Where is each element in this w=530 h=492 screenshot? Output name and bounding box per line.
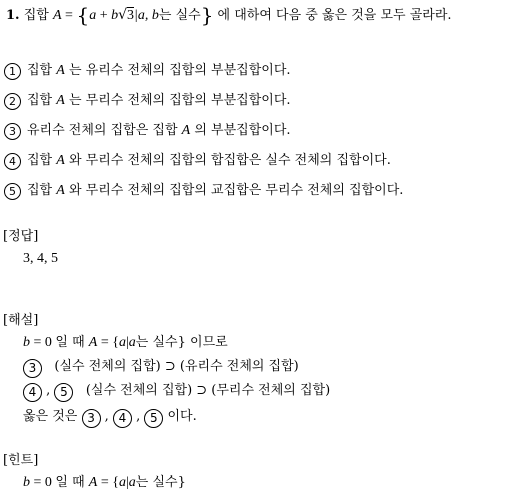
- option-5-var: A: [56, 183, 65, 198]
- expl-circle-4: 4: [23, 383, 42, 402]
- option-1-var: A: [56, 63, 65, 78]
- expl-end: 이므로: [185, 335, 228, 350]
- expl-a: a: [118, 335, 126, 350]
- option-3-pre: 유리수 전체의 집합은 집합: [27, 123, 182, 138]
- hint-cond: 는 실수}: [135, 475, 186, 490]
- option-4: [4, 152, 391, 170]
- hint-set: = {: [97, 475, 119, 490]
- explanation-line-1: [23, 334, 228, 352]
- expr-a: a: [89, 8, 97, 23]
- brace-open: {: [76, 3, 90, 27]
- answer-value: 3, 4, 5: [23, 251, 58, 266]
- cond-text: 는 실수: [158, 8, 201, 23]
- expl-a2: a: [128, 335, 136, 350]
- set-var: A: [52, 8, 62, 23]
- expl-line4-comma-1: ,: [104, 409, 109, 424]
- option-1: [4, 62, 291, 80]
- expl-mid: 일 때: [55, 335, 89, 350]
- option-2-var: A: [56, 93, 65, 108]
- option-1-text: 는 유리수 전체의 집합의 부분집합이다.: [64, 63, 291, 78]
- hint-A: A: [88, 475, 98, 490]
- option-4-text: 와 무리수 전체의 집합의 합집합은 실수 전체의 집합이다.: [64, 153, 391, 168]
- expl-line4-comma-2: ,: [136, 409, 141, 424]
- eq-sign: =: [61, 8, 77, 23]
- expl-circle-3: 3: [23, 359, 42, 378]
- expl-b: b: [23, 335, 30, 350]
- brace-close: }: [200, 3, 214, 27]
- expl-cond: 는 실수}: [135, 335, 186, 350]
- option-4-pre: 집합: [27, 153, 57, 168]
- option-2: [4, 92, 291, 110]
- question-number: 1.: [6, 8, 20, 23]
- question-stem: [6, 3, 452, 27]
- option-1-pre: 집합: [27, 63, 57, 78]
- explanation-label: [해설]: [3, 313, 39, 328]
- stem-pre: 집합: [23, 8, 49, 23]
- option-5-pre: 집합: [27, 183, 57, 198]
- expl-circle-5: 5: [54, 383, 73, 402]
- option-2-number: 2: [4, 93, 21, 110]
- hint-b: b: [23, 475, 30, 490]
- hint-line: [23, 474, 186, 492]
- expl-answer-circle-5: 5: [144, 409, 163, 428]
- expl-line3-sep: ,: [46, 383, 51, 398]
- hint-eq0: = 0: [30, 475, 56, 490]
- expl-set: = {: [97, 335, 119, 350]
- expr-b: b: [111, 8, 119, 23]
- stem-post: 에 대하여 다음 중 옳은 것을 모두 골라라.: [213, 8, 452, 23]
- sqrt-symbol: √: [118, 7, 128, 23]
- expl-line4-pre: 옳은 것은: [23, 409, 78, 424]
- expl-eq0: = 0: [30, 335, 56, 350]
- answer-label: [정답]: [3, 229, 39, 244]
- expl-line4-end: 이다.: [167, 409, 197, 424]
- hint-a2: a: [128, 475, 136, 490]
- option-2-pre: 집합: [27, 93, 57, 108]
- option-3: [4, 122, 291, 140]
- expl-answer-circle-3: 3: [82, 409, 101, 428]
- option-5-number: 5: [4, 183, 21, 200]
- expl-line3-text: (실수 전체의 집합) ⊃ (무리수 전체의 집합): [85, 383, 331, 398]
- option-3-var: A: [181, 123, 191, 138]
- option-4-number: 4: [4, 153, 21, 170]
- option-5-text: 와 무리수 전체의 집합의 교집합은 무리수 전체의 집합이다.: [64, 183, 404, 198]
- explanation-line-4: [23, 408, 197, 428]
- explanation-line-2: [23, 358, 299, 378]
- expr-plus: +: [96, 8, 112, 23]
- bar-b: b: [151, 8, 159, 23]
- expl-bar: |: [125, 335, 129, 350]
- hint-mid: 일 때: [55, 475, 89, 490]
- hint-a: a: [118, 475, 126, 490]
- option-3-number: 3: [4, 123, 21, 140]
- option-1-number: 1: [4, 63, 21, 80]
- bar-a: |a,: [134, 8, 152, 23]
- explanation-line-3: [23, 382, 330, 402]
- option-4-var: A: [56, 153, 65, 168]
- hint-bar: |: [125, 475, 129, 490]
- option-5: [4, 182, 403, 200]
- expl-line2-text: (실수 전체의 집합) ⊃ (유리수 전체의 집합): [54, 359, 299, 374]
- hint-label: [힌트]: [3, 453, 39, 468]
- expl-answer-circle-4: 4: [113, 409, 132, 428]
- sqrt-arg: 3: [127, 8, 135, 23]
- expl-A: A: [88, 335, 98, 350]
- option-3-text: 의 부분집합이다.: [190, 123, 291, 138]
- option-2-text: 는 무리수 전체의 집합의 부분집합이다.: [64, 93, 291, 108]
